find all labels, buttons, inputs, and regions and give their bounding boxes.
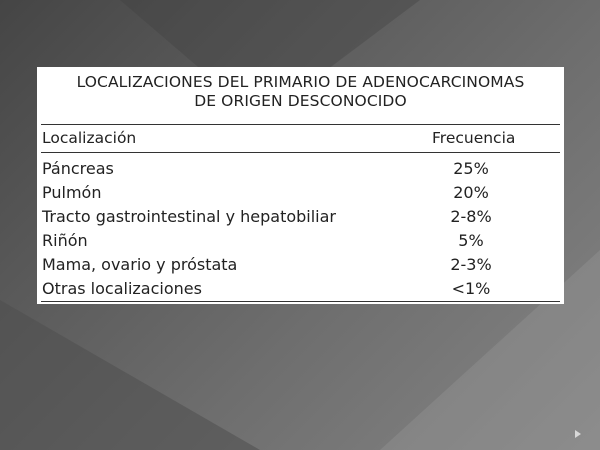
cell-localizacion: Páncreas [42,159,114,178]
table-title-line-1: LOCALIZACIONES DEL PRIMARIO DE ADENOCARCINOMAS [76,73,525,91]
arrow-right-icon [575,430,581,438]
column-header-frecuencia: Frecuencia [432,129,516,147]
table-rule-header [41,152,560,153]
cell-localizacion: Tracto gastrointestinal y hepatobiliar [42,207,337,226]
cell-frecuencia: 20% [453,183,489,202]
table-body [37,157,564,301]
cell-localizacion: Pulmón [42,183,102,202]
table-title [37,73,564,111]
table-row [37,253,564,277]
table-row [37,181,564,205]
cell-frecuencia: 5% [458,231,484,250]
cell-localizacion: Mama, ovario y próstata [42,255,238,274]
cell-frecuencia: <1% [451,279,491,298]
table-title-line-2: DE ORIGEN DESCONOCIDO [194,92,407,110]
cell-frecuencia: 2-8% [450,207,492,226]
cell-frecuencia: 25% [453,159,489,178]
cell-localizacion: Riñón [42,231,88,250]
column-header-localizacion: Localización [42,129,137,147]
table-card [37,67,564,304]
table-row [37,205,564,229]
table-row [37,277,564,301]
table-rule-top [41,124,560,125]
cell-localizacion: Otras localizaciones [42,279,202,298]
cell-frecuencia: 2-3% [450,255,492,274]
table-row [37,157,564,181]
table-row [37,229,564,253]
bg-shape-left [0,300,260,450]
table-rule-bottom [41,301,560,302]
